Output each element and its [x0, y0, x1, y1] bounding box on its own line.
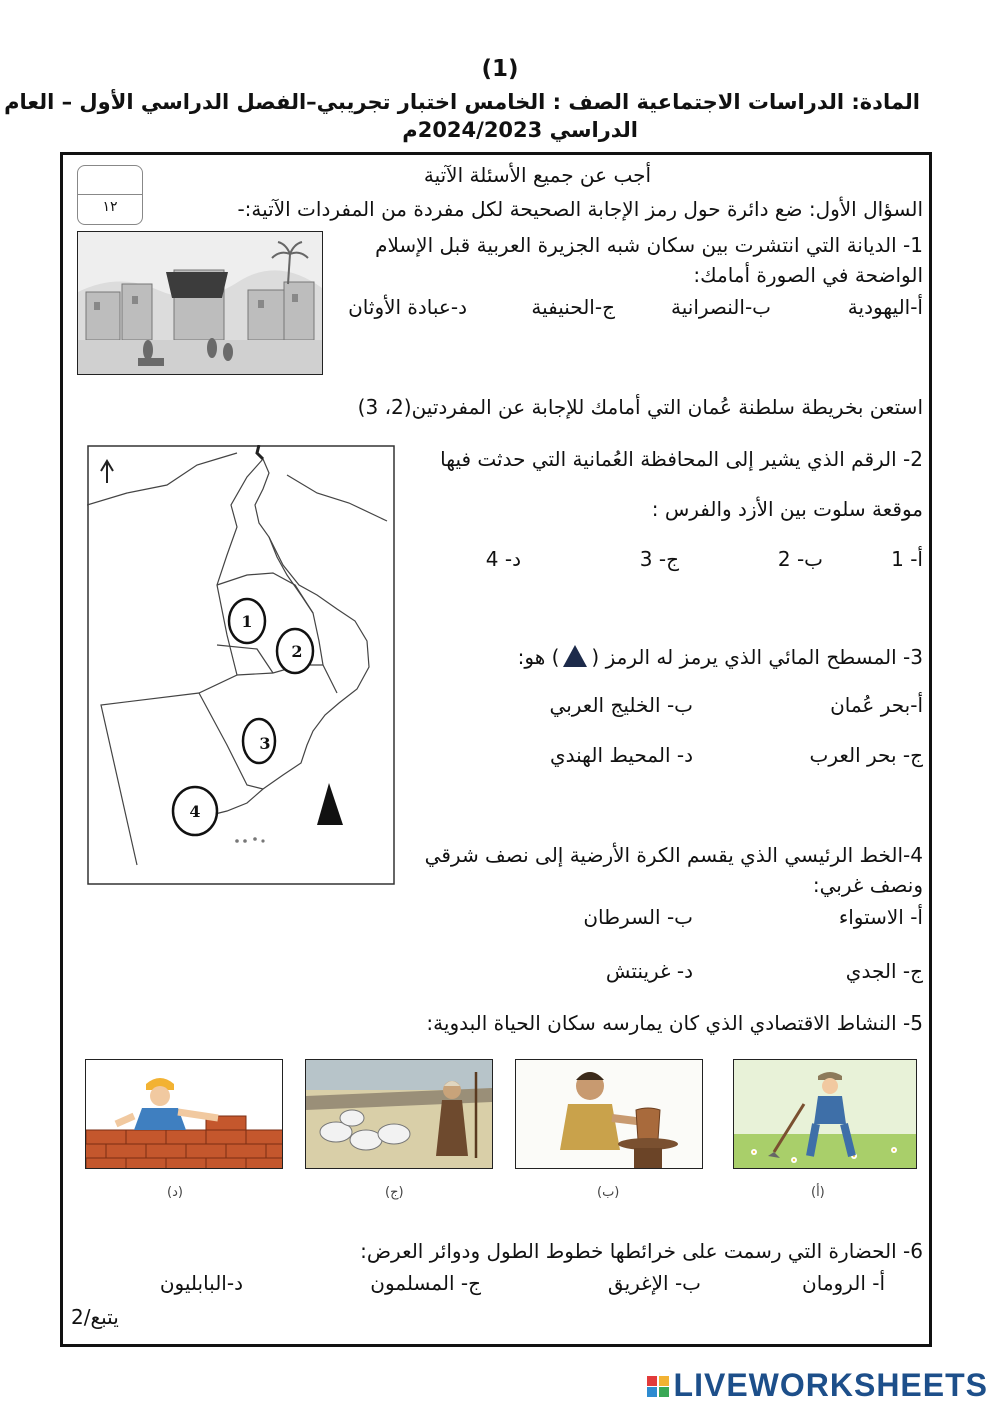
- activity-image-a-farmer[interactable]: [733, 1059, 917, 1169]
- map-label-2: 2: [291, 642, 303, 661]
- item-3-option-a[interactable]: أ-بحر عُمان: [830, 693, 923, 717]
- activity-image-d-bricklayer[interactable]: [85, 1059, 283, 1169]
- item-2-option-c[interactable]: ج- 3: [639, 547, 679, 571]
- item-1-text-cont: الواضحة في الصورة أمامك:: [693, 263, 923, 287]
- item-2-option-a[interactable]: أ- 1: [891, 547, 923, 571]
- item-6-text: 6- الحضارة التي رسمت على خرائطها خطوط الطول ودوائر العرض:: [360, 1239, 923, 1263]
- question-1-intro: السؤال الأول: ضع دائرة حول رمز الإجابة الصحيحة لكل مفردة من المفردات الآتية:-: [237, 197, 923, 221]
- page-number: (1): [481, 56, 519, 82]
- item-6-option-b[interactable]: ب- الإغريق: [607, 1271, 701, 1295]
- item-1-option-b[interactable]: ب-النصرانية: [671, 295, 771, 319]
- exam-header-line1: المادة: الدراسات الاجتماعية الصف : الخامس اختبار تجريبي–الفصل الدراسي الأول – العام: [4, 90, 920, 114]
- item-3-option-c[interactable]: ج- بحر العرب: [809, 743, 923, 767]
- oman-map: [87, 445, 395, 885]
- shepherd-illustration: [306, 1060, 492, 1168]
- item-6-option-c[interactable]: ج- المسلمون: [370, 1271, 481, 1295]
- item-2-text: 2- الرقم الذي يشير إلى المحافظة العُمانية التي حدثت فيها: [440, 447, 923, 471]
- item-1-option-c[interactable]: ج-الحنيفية: [531, 295, 615, 319]
- item-2-option-b[interactable]: ب- 2: [777, 547, 823, 571]
- item-1-text: 1- الديانة التي انتشرت بين سكان شبه الجزيرة العربية قبل الإسلام: [375, 233, 923, 257]
- exam-header-line2: الدراسي 2024/2023م: [402, 118, 638, 142]
- watermark-text: LIVEWORKSHEETS: [673, 1367, 988, 1403]
- map-label-1: 1: [241, 612, 253, 631]
- item-3-text: [518, 643, 923, 669]
- farmer-illustration: [734, 1060, 916, 1168]
- item-5-text: 5- النشاط الاقتصادي الذي كان يمارسه سكان الحياة البدوية:: [426, 1011, 923, 1035]
- caption-b: (ب): [597, 1185, 620, 1200]
- pre-islam-village-image: [77, 231, 323, 375]
- item-6-option-a[interactable]: أ- الرومان: [802, 1271, 885, 1295]
- potter-illustration: [516, 1060, 702, 1168]
- question-frame: [60, 152, 932, 1347]
- item-4-option-b[interactable]: ب- السرطان: [583, 905, 693, 929]
- caption-c: (ج): [385, 1185, 404, 1200]
- score-value: ١٢: [102, 199, 118, 215]
- caption-a: (أ): [811, 1185, 825, 1200]
- item-4-option-c[interactable]: ج- الجدي: [845, 959, 923, 983]
- item-2-option-d[interactable]: د- 4: [485, 547, 521, 571]
- map-label-4: 4: [189, 802, 201, 821]
- item-4-option-a[interactable]: أ- الاستواء: [838, 905, 923, 929]
- activity-image-b-potter[interactable]: [515, 1059, 703, 1169]
- activity-image-c-shepherd[interactable]: [305, 1059, 493, 1169]
- triangle-symbol-icon: [561, 643, 589, 669]
- watermark: [646, 1367, 988, 1404]
- map-instruction: استعن بخريطة سلطنة عُمان التي أمامك للإجابة عن المفردتين(2، 3): [357, 395, 923, 419]
- item-3-text-start: 3- المسطح المائي الذي يرمز له الرمز (: [591, 645, 923, 669]
- score-box: [77, 165, 143, 225]
- oman-map-drawing: [87, 445, 395, 885]
- village-illustration: [78, 232, 322, 374]
- map-label-3: 3: [259, 734, 271, 753]
- item-2-text-cont: موقعة سلوت بين الأزد والفرس :: [651, 497, 923, 521]
- item-1-option-d[interactable]: د-عبادة الأوثان: [348, 295, 467, 319]
- item-3-text-end: ) هو:: [517, 645, 560, 669]
- item-3-option-b[interactable]: ب- الخليج العربي: [549, 693, 693, 717]
- item-1-option-a[interactable]: أ-اليهودية: [847, 295, 923, 319]
- item-6-option-d[interactable]: د-البابليون: [159, 1271, 243, 1295]
- instructions: أجب عن جميع الأسئلة الآتية: [423, 163, 651, 187]
- bricklayer-illustration: [86, 1060, 282, 1168]
- caption-d: (د): [167, 1185, 183, 1200]
- item-4-option-d[interactable]: د- غرينتش: [605, 959, 693, 983]
- continue-note: يتبع/2: [71, 1305, 119, 1329]
- liveworksheets-logo-icon: [646, 1374, 670, 1398]
- item-3-option-d[interactable]: د- المحيط الهندي: [549, 743, 693, 767]
- item-4-text-cont: ونصف غربي:: [812, 873, 923, 897]
- item-4-text: 4-الخط الرئيسي الذي يقسم الكرة الأرضية إلى نصف شرقي: [424, 843, 923, 867]
